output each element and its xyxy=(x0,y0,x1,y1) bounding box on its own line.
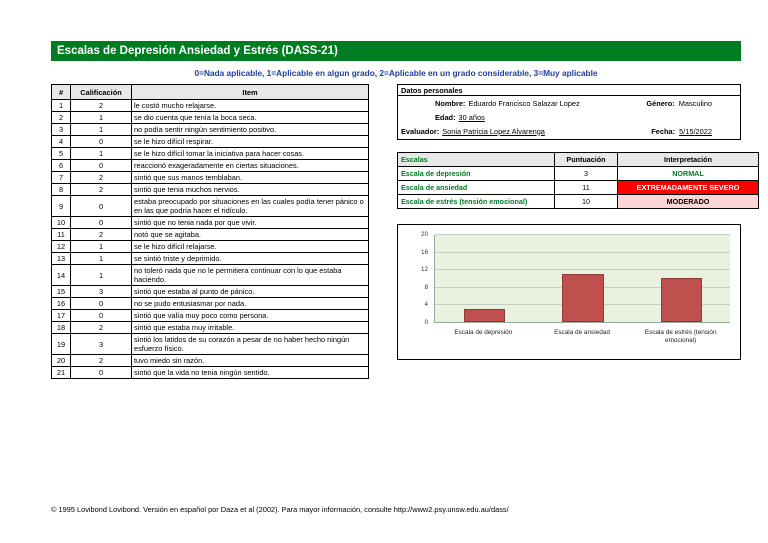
table-row xyxy=(52,265,369,286)
item-score[interactable]: 1 xyxy=(71,253,132,265)
item-score[interactable]: 0 xyxy=(71,160,132,172)
header-escalas: Escalas xyxy=(398,153,555,167)
table-row xyxy=(52,148,369,160)
table-row xyxy=(52,217,369,229)
table-row xyxy=(52,322,369,334)
items-table-body xyxy=(52,100,369,379)
age-value: 30 años xyxy=(458,112,485,122)
item-score[interactable]: 3 xyxy=(71,334,132,355)
date-value: 5/15/2022 xyxy=(679,126,712,136)
table-row xyxy=(52,310,369,322)
age-label: Edad: xyxy=(435,112,456,122)
item-text: no podía sentir ningún sentimiento positivo. xyxy=(132,124,369,136)
personal-data-row-evaluator xyxy=(398,124,740,138)
item-text: no toleró nada que no le permitiera continuar con lo que estaba haciendo. xyxy=(132,265,369,286)
item-text: sintió que estaba al punto de pánico. xyxy=(132,286,369,298)
item-number: 13 xyxy=(52,253,71,265)
item-number: 10 xyxy=(52,217,71,229)
evaluator-value: Sonia Patricia Lopez Alvarenga xyxy=(442,126,545,136)
item-number: 5 xyxy=(52,148,71,160)
scale-name: Escala de depresión xyxy=(398,167,555,181)
table-row xyxy=(52,241,369,253)
chart-y-tick: 8 xyxy=(424,283,428,291)
table-row xyxy=(52,334,369,355)
item-text: sintió que estaba muy irritable. xyxy=(132,322,369,334)
item-score[interactable]: 2 xyxy=(71,184,132,196)
gender-value: Masculino xyxy=(678,98,712,108)
item-text: se le hizo difícil relajarse. xyxy=(132,241,369,253)
table-row xyxy=(52,112,369,124)
table-row xyxy=(52,367,369,379)
scale-score: 10 xyxy=(555,195,618,209)
item-text: tuvo miedo sin razón. xyxy=(132,355,369,367)
item-text: sintió que valía muy poco como persona. xyxy=(132,310,369,322)
item-text: le costó mucho relajarse. xyxy=(132,100,369,112)
table-row xyxy=(52,229,369,241)
item-number: 2 xyxy=(52,112,71,124)
item-score[interactable]: 1 xyxy=(71,265,132,286)
item-score[interactable]: 1 xyxy=(71,241,132,253)
chart-gridline xyxy=(435,252,730,253)
item-score[interactable]: 0 xyxy=(71,217,132,229)
chart-y-tick: 0 xyxy=(424,319,428,326)
scale-name: Escala de ansiedad xyxy=(398,181,555,195)
table-row xyxy=(52,298,369,310)
item-text: sintió que tenia muchos nervios. xyxy=(132,184,369,196)
item-text: reaccionó exageradamente en ciertas situaciones. xyxy=(132,160,369,172)
chart-x-label: Escala de estrés (tensión emocional) xyxy=(644,329,717,344)
chart-x-label: Escala de depresión xyxy=(454,329,513,336)
item-score[interactable]: 0 xyxy=(71,367,132,379)
item-number: 19 xyxy=(52,334,71,355)
item-score[interactable]: 0 xyxy=(71,310,132,322)
chart-x-label: Escala de ansiedad xyxy=(554,329,610,336)
items-table-header-row xyxy=(52,85,369,100)
item-number: 7 xyxy=(52,172,71,184)
header-calificacion: Calificación xyxy=(71,85,132,100)
item-text: sintió que la vida no tenia ningún sentido. xyxy=(132,367,369,379)
table-row xyxy=(52,196,369,217)
chart-gridline xyxy=(435,234,730,235)
personal-data-row-age xyxy=(398,110,740,124)
footer-copyright: © 1995 Lovibond Lovibond. Versión en español por Daza et al (2002). Para mayor información, consulte http://www2.psy.unsw.edu.au/dass/ xyxy=(51,505,509,514)
item-number: 11 xyxy=(52,229,71,241)
chart-plot-area xyxy=(434,235,730,323)
item-number: 6 xyxy=(52,160,71,172)
item-text: se le hizo difícil respirar. xyxy=(132,136,369,148)
item-number: 18 xyxy=(52,322,71,334)
item-text: sintió que sus manos temblaban. xyxy=(132,172,369,184)
date-label: Fecha: xyxy=(651,126,676,136)
table-row xyxy=(52,100,369,112)
scale-score: 11 xyxy=(555,181,618,195)
chart-y-tick: 20 xyxy=(420,231,428,238)
item-score[interactable]: 2 xyxy=(71,100,132,112)
item-score[interactable]: 0 xyxy=(71,196,132,217)
item-score[interactable]: 2 xyxy=(71,355,132,367)
table-row xyxy=(52,172,369,184)
item-score[interactable]: 1 xyxy=(71,112,132,124)
item-score[interactable]: 0 xyxy=(71,298,132,310)
evaluator-label: Evaluador: xyxy=(401,126,440,136)
table-row xyxy=(52,253,369,265)
scale-score: 3 xyxy=(555,167,618,181)
item-number: 4 xyxy=(52,136,71,148)
table-row xyxy=(52,184,369,196)
item-number: 14 xyxy=(52,265,71,286)
status-badge: MODERADO xyxy=(618,195,759,209)
item-score[interactable]: 1 xyxy=(71,124,132,136)
page-title: Escalas de Depresión Ansiedad y Estrés (DASS-21) xyxy=(51,41,741,61)
item-text: se dio cuenta que tenía la boca seca. xyxy=(132,112,369,124)
item-text: estaba preocupado por situaciones en las cuales podía tener pánico o en las que podría hacer el ridículo. xyxy=(132,196,369,217)
item-number: 1 xyxy=(52,100,71,112)
item-text: sintió que no tenia nada por que vivir. xyxy=(132,217,369,229)
status-badge: NORMAL xyxy=(618,167,759,181)
scale-name: Escala de estrés (tensión emocional) xyxy=(398,195,555,209)
status-badge: EXTREMADAMENTE SEVERO xyxy=(618,181,759,195)
item-text: sintió los latidos de su corazón a pesar de no haber hecho ningún esfuerzo físico. xyxy=(132,334,369,355)
header-number: # xyxy=(52,85,71,100)
gender-label: Género: xyxy=(646,98,675,108)
table-row xyxy=(398,167,759,181)
item-number: 3 xyxy=(52,124,71,136)
chart-bar xyxy=(562,274,603,322)
chart-y-tick: 4 xyxy=(424,301,428,309)
item-score[interactable]: 1 xyxy=(71,148,132,160)
item-text: se le hizo difícil tomar la iniciativa para hacer cosas. xyxy=(132,148,369,160)
table-row xyxy=(52,160,369,172)
scales-table-body xyxy=(398,167,759,209)
results-bar-chart xyxy=(397,224,741,360)
item-number: 20 xyxy=(52,355,71,367)
table-row xyxy=(52,136,369,148)
item-text: notó que se agitaba. xyxy=(132,229,369,241)
item-score[interactable]: 2 xyxy=(71,172,132,184)
name-value: Eduardo Francisco Salazar Lopez xyxy=(468,98,580,108)
header-interpretacion: Interpretación xyxy=(618,153,759,167)
scales-table xyxy=(397,152,759,209)
item-number: 12 xyxy=(52,241,71,253)
item-number: 8 xyxy=(52,184,71,196)
personal-data-header: Datos personales xyxy=(398,85,740,96)
item-score[interactable]: 2 xyxy=(71,322,132,334)
item-score[interactable]: 2 xyxy=(71,229,132,241)
personal-data-row-name xyxy=(398,96,740,110)
item-score[interactable]: 3 xyxy=(71,286,132,298)
item-number: 9 xyxy=(52,196,71,217)
table-row xyxy=(52,286,369,298)
chart-gridline xyxy=(435,269,730,270)
item-number: 15 xyxy=(52,286,71,298)
item-number: 21 xyxy=(52,367,71,379)
item-text: no se pudo entusiasmar por nada. xyxy=(132,298,369,310)
chart-bar xyxy=(464,309,505,322)
chart-y-tick: 12 xyxy=(420,266,428,274)
scales-header-row xyxy=(398,153,759,167)
personal-data-box xyxy=(397,84,741,140)
table-row xyxy=(52,124,369,136)
item-number: 17 xyxy=(52,310,71,322)
table-row xyxy=(398,195,759,209)
table-row xyxy=(52,355,369,367)
item-text: se sintió triste y deprimido. xyxy=(132,253,369,265)
item-number: 16 xyxy=(52,298,71,310)
header-puntuacion: Puntuación xyxy=(555,153,618,167)
item-score[interactable]: 0 xyxy=(71,136,132,148)
items-table xyxy=(51,84,369,379)
name-label: Nombre: xyxy=(435,98,466,108)
header-item: Item xyxy=(132,85,369,100)
chart-bar xyxy=(661,278,702,322)
table-row xyxy=(398,181,759,195)
scoring-legend: 0=Nada aplicable, 1=Aplicable en algun grado, 2=Aplicable en un grado considerable, 3=Muy aplicable xyxy=(194,67,598,78)
chart-y-tick: 16 xyxy=(420,248,428,256)
